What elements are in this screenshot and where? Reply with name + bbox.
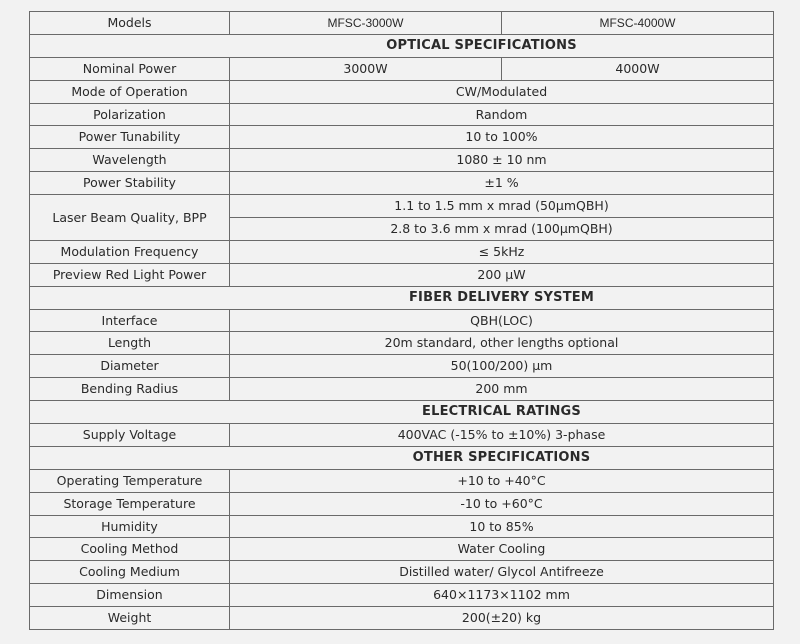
table-row bbox=[30, 172, 774, 195]
spec-value: Random bbox=[230, 103, 774, 126]
spec-value: 1080 ± 10 nm bbox=[230, 149, 774, 172]
table-row bbox=[30, 355, 774, 378]
spec-value: 50(100/200) μm bbox=[230, 355, 774, 378]
spec-label: Power Tunability bbox=[30, 126, 230, 149]
spec-value: 200(±20) kg bbox=[230, 607, 774, 630]
table-row bbox=[30, 149, 774, 172]
spec-label: Laser Beam Quality, BPP bbox=[30, 195, 230, 241]
spec-label: Operating Temperature bbox=[30, 469, 230, 492]
spec-label: Storage Temperature bbox=[30, 492, 230, 515]
spec-value: 2.8 to 3.6 mm x mrad (100μmQBH) bbox=[230, 218, 774, 241]
spec-value: 200 mm bbox=[230, 378, 774, 401]
spec-value: CW/Modulated bbox=[230, 80, 774, 103]
table-row bbox=[30, 538, 774, 561]
spec-label: Supply Voltage bbox=[30, 424, 230, 447]
table-row bbox=[30, 57, 774, 80]
section-row-electrical bbox=[30, 401, 774, 424]
spec-value: 4000W bbox=[502, 57, 774, 80]
spec-value: 10 to 85% bbox=[230, 515, 774, 538]
table-row bbox=[30, 240, 774, 263]
spec-value: 400VAC (-15% to ±10%) 3-phase bbox=[230, 424, 774, 447]
table-row bbox=[30, 80, 774, 103]
spec-value: 20m standard, other lengths optional bbox=[230, 332, 774, 355]
spec-value: 200 μW bbox=[230, 263, 774, 286]
section-row-fiber bbox=[30, 286, 774, 309]
spec-label: Humidity bbox=[30, 515, 230, 538]
spec-value: -10 to +60°C bbox=[230, 492, 774, 515]
table-row bbox=[30, 561, 774, 584]
spec-value: Distilled water/ Glycol Antifreeze bbox=[230, 561, 774, 584]
table-row bbox=[30, 378, 774, 401]
section-title-electrical: ELECTRICAL RATINGS bbox=[30, 401, 774, 424]
spec-label: Bending Radius bbox=[30, 378, 230, 401]
spec-label: Wavelength bbox=[30, 149, 230, 172]
spec-label: Mode of Operation bbox=[30, 80, 230, 103]
spec-table bbox=[29, 11, 774, 630]
spec-value: QBH(LOC) bbox=[230, 309, 774, 332]
table-row bbox=[30, 469, 774, 492]
table-row bbox=[30, 126, 774, 149]
table-row bbox=[30, 332, 774, 355]
spec-label: Cooling Medium bbox=[30, 561, 230, 584]
spec-label: Power Stability bbox=[30, 172, 230, 195]
spec-label: Polarization bbox=[30, 103, 230, 126]
spec-value: 3000W bbox=[230, 57, 502, 80]
spec-value: ±1 % bbox=[230, 172, 774, 195]
table-row bbox=[30, 195, 774, 218]
table-row bbox=[30, 424, 774, 447]
section-title-other: OTHER SPECIFICATIONS bbox=[30, 446, 774, 469]
section-title-fiber: FIBER DELIVERY SYSTEM bbox=[30, 286, 774, 309]
table-row bbox=[30, 515, 774, 538]
section-row-other bbox=[30, 446, 774, 469]
table-row bbox=[30, 607, 774, 630]
table-row bbox=[30, 103, 774, 126]
spec-label: Interface bbox=[30, 309, 230, 332]
spec-label: Modulation Frequency bbox=[30, 240, 230, 263]
spec-label: Cooling Method bbox=[30, 538, 230, 561]
spec-value: +10 to +40°C bbox=[230, 469, 774, 492]
spec-value: Water Cooling bbox=[230, 538, 774, 561]
table-row-models bbox=[30, 12, 774, 35]
spec-label: Nominal Power bbox=[30, 57, 230, 80]
spec-value: 1.1 to 1.5 mm x mrad (50μmQBH) bbox=[230, 195, 774, 218]
spec-value: 10 to 100% bbox=[230, 126, 774, 149]
spec-label: Dimension bbox=[30, 584, 230, 607]
section-row-optical bbox=[30, 34, 774, 57]
models-label: Models bbox=[30, 12, 230, 35]
table-row bbox=[30, 263, 774, 286]
spec-value: ≤ 5kHz bbox=[230, 240, 774, 263]
table-row bbox=[30, 492, 774, 515]
spec-value: 640×1173×1102 mm bbox=[230, 584, 774, 607]
spec-label: Diameter bbox=[30, 355, 230, 378]
spec-label: Preview Red Light Power bbox=[30, 263, 230, 286]
spec-label: Length bbox=[30, 332, 230, 355]
spec-label: Weight bbox=[30, 607, 230, 630]
section-title-optical: OPTICAL SPECIFICATIONS bbox=[30, 34, 774, 57]
model-1-header: MFSC-3000W bbox=[230, 12, 502, 35]
table-row bbox=[30, 309, 774, 332]
table-row bbox=[30, 584, 774, 607]
model-2-header: MFSC-4000W bbox=[502, 12, 774, 35]
